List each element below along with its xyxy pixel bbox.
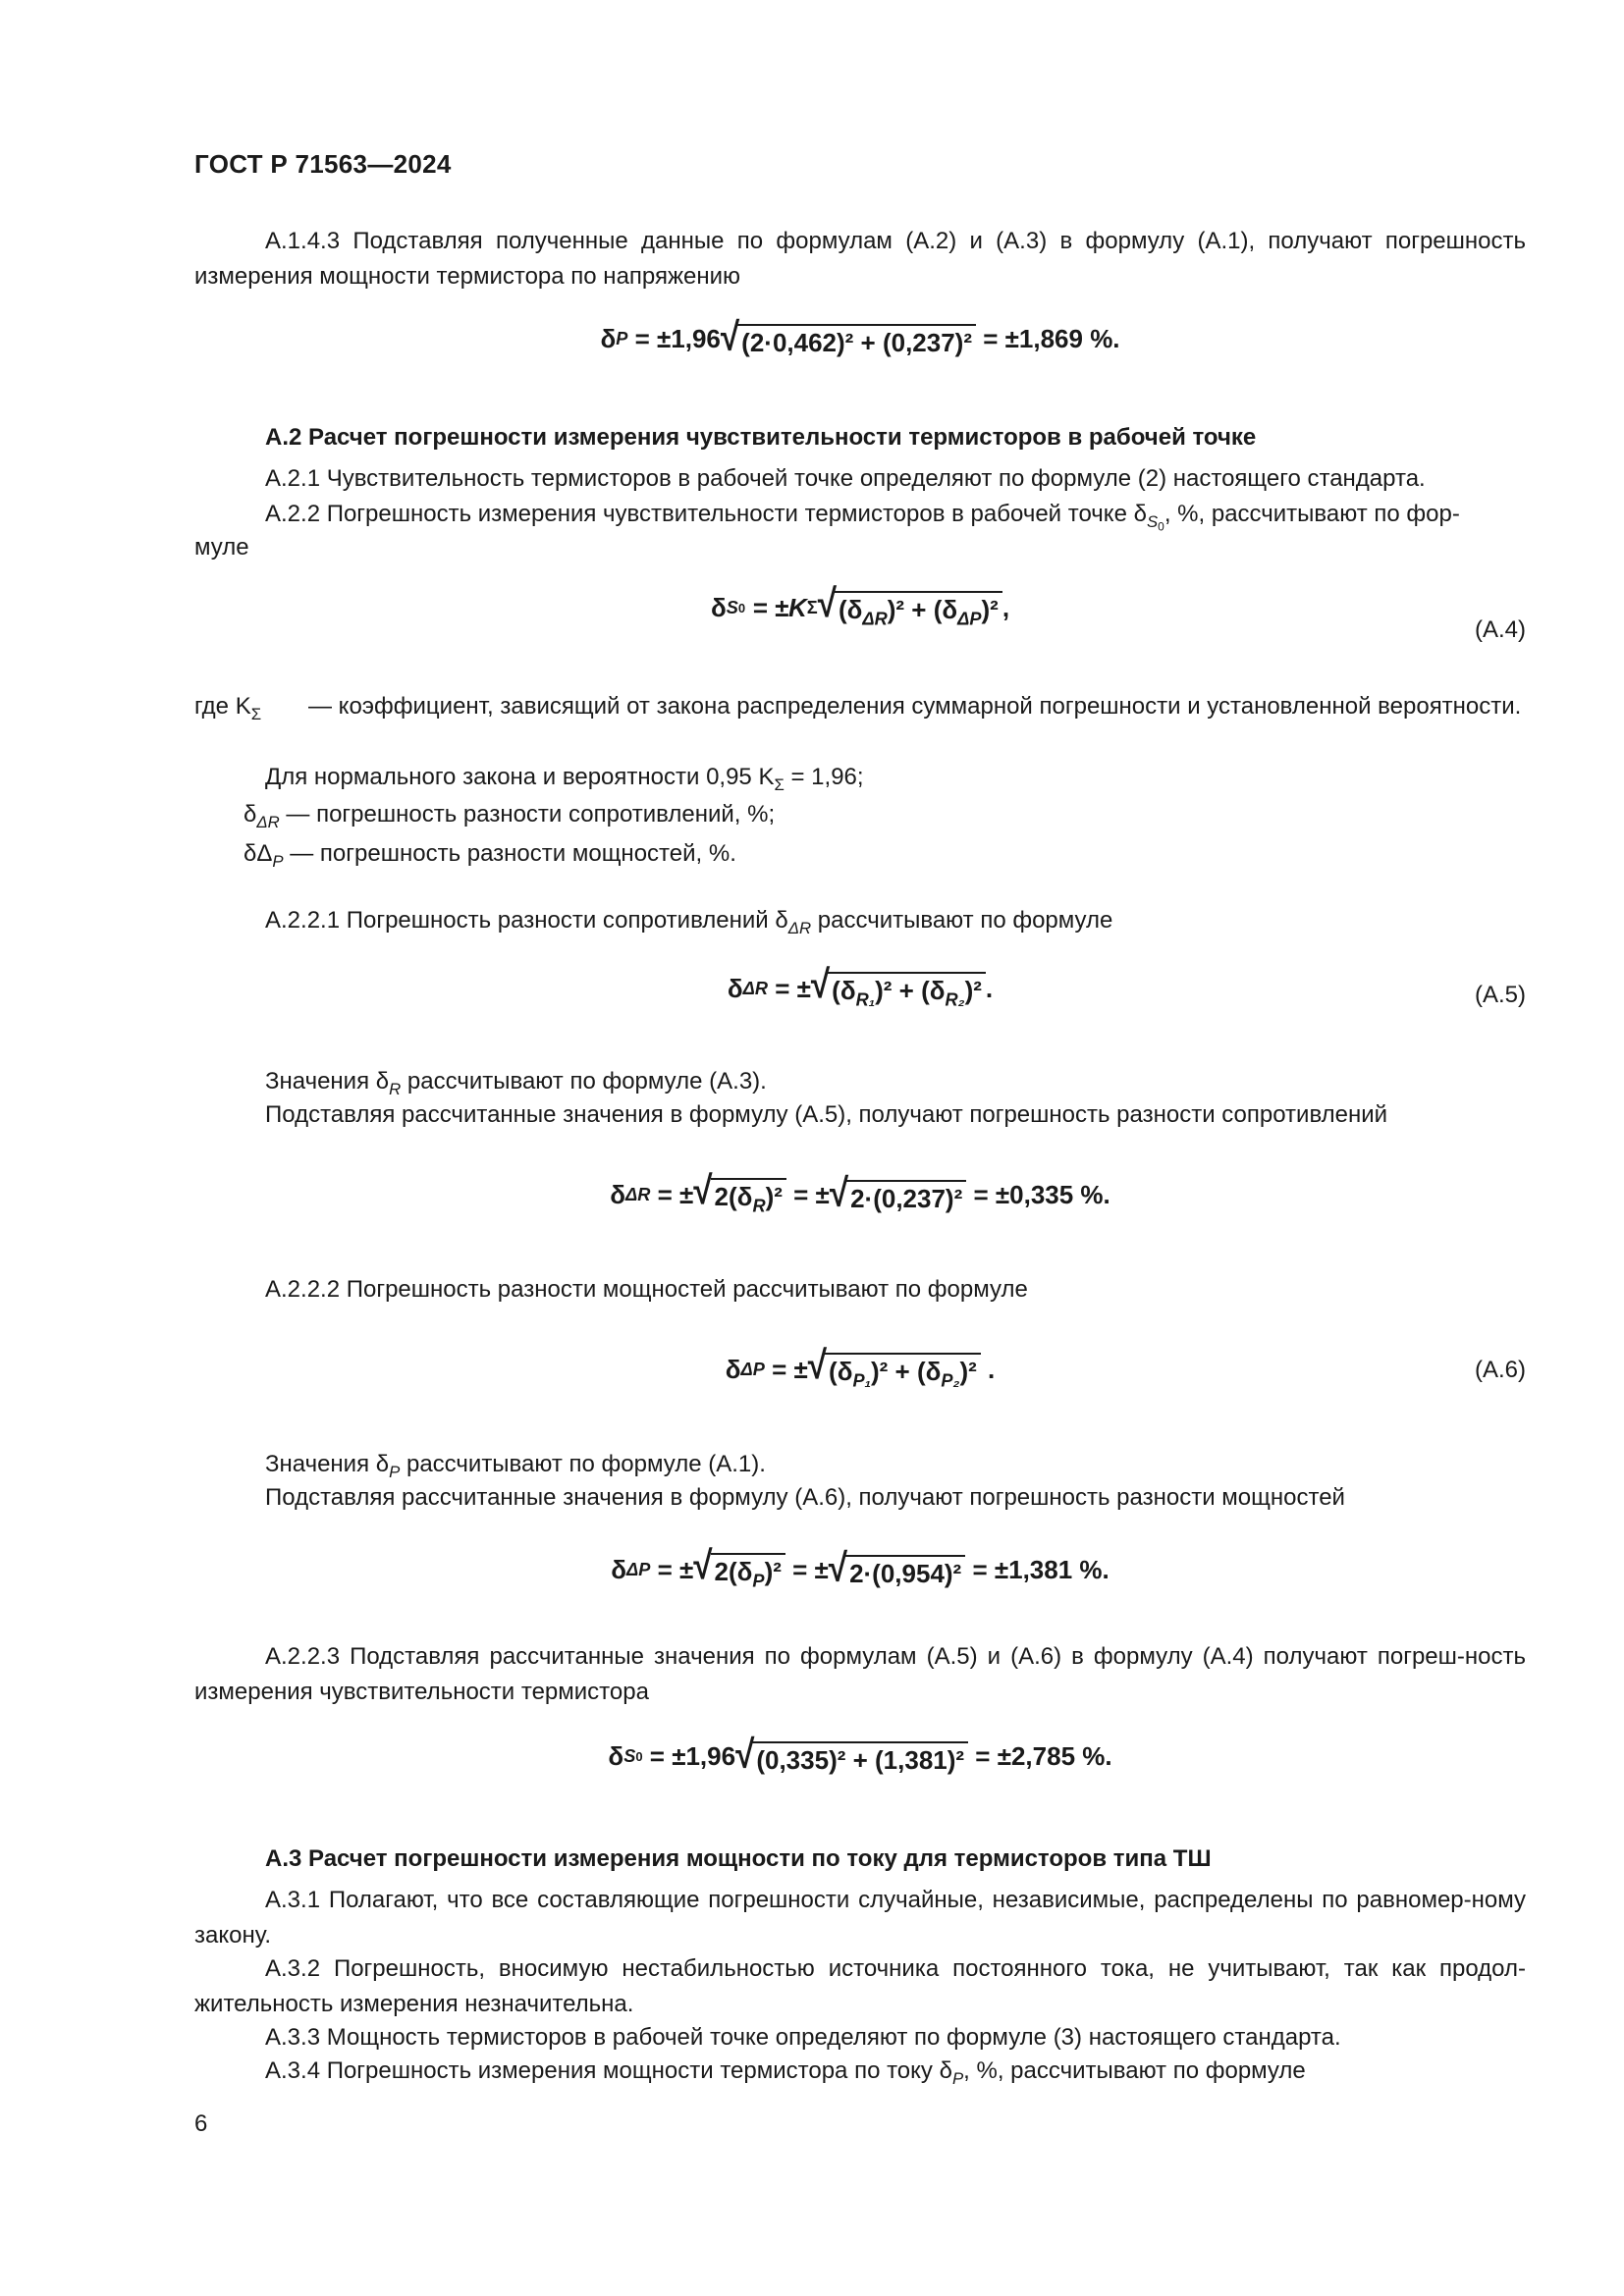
sqrt: √ 2·(0,237)² — [830, 1176, 966, 1214]
paragraph-a32: А.3.2 Погрешность, вносимую нестабильностью источника постоянного тока, не учитывают, так как продол-жительность измерения незначительна. — [194, 1955, 1526, 2017]
sqrt: √ $(\delta_{P_1})^2 + (\delta_{P_2})^2$ — [808, 1349, 981, 1391]
formula-a6: δ ΔP = ± √ $(\delta_{P_1})^2 + (\delta_{P_2})^2$ . — [725, 1343, 996, 1391]
paragraph-a2223: А.2.2.3 Подставляя рассчитанные значения по формулам (А.5) и (А.6) в формулу (А.4) получают погреш-ность измерения чувствительности термистора — [194, 1643, 1526, 1705]
paragraph-values-r: Значения $\delta_R$ рассчитывают по формуле (А.3). — [265, 1068, 767, 1098]
legend-delta-p: $\delta\Delta_P$ — погрешность разности мощностей, %. — [244, 840, 736, 871]
paragraph-a34: А.3.4 Погрешность измерения мощности термистора по току $\delta_P$, %, рассчитывают по формуле — [265, 2057, 1306, 2088]
formula-delta-s0: δ S 0 = ±1,96 √ (0,335)² + (1,381)² = ±2,785 %. — [608, 1732, 1112, 1777]
legend-k: где $K_\Sigma$ — коэффициент, зависящий от закона распределения суммарной погрешности и установленной вероятности. — [194, 693, 1522, 723]
sqrt: √ $(\delta_{R_1})^2 + (\delta_{R_2})^2$ — [811, 968, 986, 1010]
page-number: 6 — [194, 2110, 208, 2137]
formula-a4: δ S 0 = ±K Σ √ $(\delta_{\Delta R})^2 + (\delta_{\Delta P})^2$ , — [710, 581, 1010, 629]
sqrt: √ (0,335)² + (1,381)² — [735, 1737, 968, 1776]
sqrt: √ $2(\delta_R)^2$ — [693, 1174, 786, 1216]
equation-number-a4: (А.4) — [1474, 616, 1526, 643]
formula-delta-p-diff: δ ΔP = ± √ $2(\delta_P)^2$ = ± √ 2·(0,954)² = ±1,381 %. — [611, 1543, 1110, 1591]
formula-delta-p: δ P = ±1,96 √ (2·0,462)² + (0,237)² = ±1,869 %. — [600, 314, 1120, 359]
document-header: ГОСТ Р 71563—2024 — [194, 149, 452, 179]
legend-delta-r: $\delta_{\Delta R}$ — погрешность разности сопротивлений, %; — [244, 801, 776, 831]
section-title-a3: А.3 Расчет погрешности измерения мощности по току для термисторов типа ТШ — [265, 1845, 1212, 1872]
section-title-a2: А.2 Расчет погрешности измерения чувствительности термисторов в рабочей точке — [265, 424, 1257, 451]
paragraph-a143: А.1.4.3 Подставляя полученные данные по формулам (А.2) и (А.3) в формулу (А.1), получают погрешность измерения мощности термистора по напряжению — [194, 228, 1526, 290]
equation-number-a6: (А.6) — [1474, 1357, 1526, 1383]
sqrt: √ $2(\delta_P)^2$ — [693, 1549, 785, 1591]
paragraph-a33: А.3.3 Мощность термисторов в рабочей точке определяют по формуле (3) настоящего стандарта. — [265, 2024, 1341, 2051]
sqrt: √ 2·(0,954)² — [829, 1551, 965, 1589]
paragraph-a2222: А.2.2.2 Погрешность разности мощностей рассчитывают по формуле — [265, 1276, 1028, 1303]
paragraph-values-p: Значения $\delta_P$ рассчитывают по формуле (А.1). — [265, 1451, 766, 1481]
sqrt: √ (2·0,462)² + (0,237)² — [721, 320, 976, 358]
formula-delta-r: δ ΔR = ± √ $2(\delta_R)^2$ = ± √ 2·(0,237)² = ±0,335 %. — [610, 1168, 1110, 1216]
equation-number-a5: (А.5) — [1474, 982, 1526, 1008]
legend-normal: Для нормального закона и вероятности 0,95 $K_\Sigma = 1,96$; — [265, 764, 864, 794]
paragraph-a222: А.2.2 Погрешность измерения чувствительности термисторов в рабочей точке $\delta_{S0}$, %, рассчитывают по фор- — [265, 501, 1460, 534]
formula-a5: δ ΔR = ± √ $(\delta_{R_1})^2 + (\delta_{R_2})^2$ . — [727, 962, 994, 1010]
sqrt: √ $(\delta_{\Delta R})^2 + (\delta_{\Delta P})^2$ — [818, 587, 1002, 629]
paragraph-a31: А.3.1 Полагают, что все составляющие погрешности случайные, независимые, распределены по равномер-ному закону. — [194, 1887, 1526, 1949]
paragraph-subst-r: Подставляя рассчитанные значения в формулу (А.5), получают погрешность разности сопротивлений — [265, 1101, 1388, 1128]
paragraph-subst-p: Подставляя рассчитанные значения в формулу (А.6), получают погрешность разности мощностей — [265, 1484, 1345, 1511]
paragraph-a222-line2: муле — [194, 534, 249, 561]
paragraph-a221: А.2.1 Чувствительность термисторов в рабочей точке определяют по формуле (2) настоящего стандарта. — [265, 465, 1426, 492]
paragraph-a2221: А.2.2.1 Погрешность разности сопротивлений $\delta_{\Delta R}$ рассчитывают по формуле — [265, 907, 1113, 937]
